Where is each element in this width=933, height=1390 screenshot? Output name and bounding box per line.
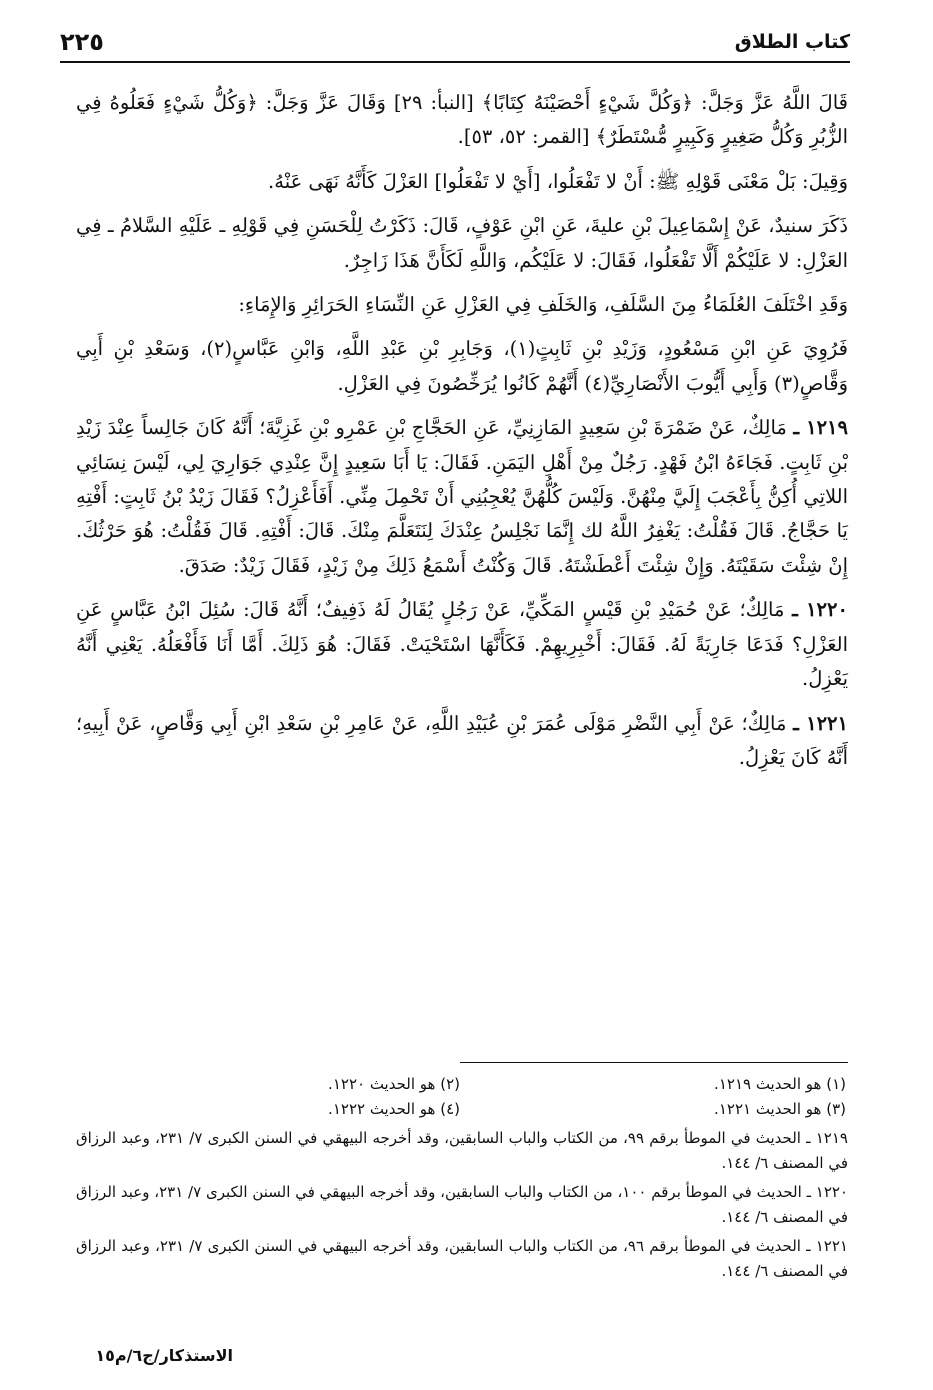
- footnote-ref: (٤) هو الحديث ١٢٢٢.: [328, 1100, 460, 1118]
- paragraph-text: مَالِكٌ؛ عَنْ أَبِي النَّضْرِ مَوْلَى عُمَرَ بْنِ عُبَيْدِ اللَّهِ، عَنْ عَامِرِ بْنِ سَعْدِ ابْنِ أَبِي وَقَّاصٍ، عَنْ أَبِيهِ؛ أَنَّهُ كَانَ يَعْزِلُ.: [76, 711, 848, 769]
- hadith-paragraph: [76, 593, 848, 696]
- footnote-note: ١٢٢٠ ـ الحديث في الموطأ برقم ١٠٠، من الكتاب والباب السابقين، وقد أخرجه البيهقي في السنن الكبرى ٧/ ٢٣١، وعبد الرزاق في المصنف ٦/ ١٤٤.: [76, 1183, 848, 1226]
- footnote-note: ١٢٢١ ـ الحديث في الموطأ برقم ٩٦، من الكتاب والباب السابقين، وقد أخرجه البيهقي في السنن الكبرى ٧/ ٢٣١، وعبد الرزاق في المصنف ٦/ ١٤٤.: [76, 1237, 848, 1280]
- paragraph: [76, 165, 848, 199]
- paragraph: [76, 332, 848, 401]
- paragraph-text: وَقِيلَ: بَلْ مَعْنَى قَوْلِهِ ﷺ: أَنْ لا تَفْعَلُوا، [أَيْ لا تَفْعَلُوا] العَزْلَ كَأَنَّهُ نَهَى عَنْهُ.: [268, 169, 848, 193]
- book-title: كتاب الطلاق: [734, 31, 850, 53]
- paragraph-text: ذَكَرَ سنيدٌ، عَنْ إِسْمَاعِيلَ بْنِ عليةَ، عَنِ ابْنِ عَوْفٍ، قَالَ: ذَكَرْتُ لِلْحَسَنِ فِي قَوْلِهِ ـ عَلَيْهِ السَّلامُ ـ فِي العَزْلِ: لا عَلَيْكُمْ أَلَّا تَفْعَلُوا، فَقَالَ: لا عَلَيْكُم، وَاللَّهِ لَكَأَنَّ هَذَا زَاجِرٌ.: [76, 214, 848, 272]
- paragraph: [76, 209, 848, 278]
- footnote-ref: (٣) هو الحديث ١٢٢١.: [714, 1100, 846, 1118]
- hadith-number: ١٢٢١ ـ: [793, 711, 848, 735]
- footnote-rule: [460, 1062, 848, 1063]
- footnote-note: ١٢١٩ ـ الحديث في الموطأ برقم ٩٩، من الكتاب والباب السابقين، وقد أخرجه البيهقي في السنن الكبرى ٧/ ٢٣١، وعبد الرزاق في المصنف ٦/ ١٤٤.: [76, 1129, 848, 1172]
- paragraph-text: مَالِكٌ، عَنْ ضَمْرَةَ بْنِ سَعِيدٍ المَازِنِيِّ، عَنِ الحَجَّاجِ بْنِ عَمْرِو بْنِ غَزِيَّةَ؛ أَنَّهُ كَانَ جَالِساً عِنْدَ زَيْدِ بْنِ ثَابِتٍ. فَجَاءَهُ ابْنُ فَهْدٍ. رَجُلٌ مِنْ أَهْلِ اليَمَنِ. فَقَالَ: يَا أَبَا سَعِيدٍ إِنَّ عِنْدِي جَوَارِيَ لِي، لَيْسَ نِسَائِي اللاتِي أُكِنُّ بِأَعْجَبَ إِلَيَّ مِنْهُنَّ. وَلَيْسَ كُلُّهُنَّ يُعْجِبُنِي أَنْ تَحْمِلَ مِنِّي. أَفَأَعْزِلُ؟ فَقَالَ زَيْدُ بْنُ ثَابِتٍ: أَفْتِهِ يَا حَجَّاجُ. قَالَ فَقُلْتُ: يَغْفِرُ اللَّهُ لك إِنَّمَا نَجْلِسُ عِنْدَكَ لِنَتَعَلَّمَ مِنْكَ. قَالَ: أَفْتِهِ. قَالَ فَقُلْتُ: هُوَ حَرْثُكَ. إِنْ شِئْتَ سَقَيْتَهُ. وَإِنْ شِئْتَ أَعْطَشْتَهُ. قَالَ وَكُنْتُ أَسْمَعُ ذَلِكَ مِنْ زَيْدٍ، فَقَالَ زَيْدٌ: صَدَقَ.: [76, 416, 848, 577]
- footnotes: [76, 1072, 848, 1284]
- paragraph: [76, 86, 848, 155]
- page-number: ٢٢٥: [60, 28, 104, 56]
- page-signature: الاستذكار/ج٦/م١٥: [95, 1346, 233, 1365]
- hadith-paragraph: [76, 707, 848, 776]
- paragraph-text: مَالِكٌ؛ عَنْ حُمَيْدِ بْنِ قَيْسٍ المَكِّيِّ، عَنْ رَجُلٍ يُقَالُ لَهُ ذَفِيفٌ؛ أَنَّهُ قَالَ: سُئِلَ ابْنُ عَبَّاسٍ عَنِ العَزْلِ؟ فَدَعَا جَارِيَةً لَهُ. فَقَالَ: أَخْبِرِيهِمْ. فَكَأَنَّهَا اسْتَحْيَتْ. فَقَالَ: هُوَ ذَلِكَ. أَمَّا أَنَا فَأَفْعَلُهُ. يَعْنِي أَنَّهُ يَعْزِلُ.: [76, 598, 848, 691]
- footnote-ref: (٢) هو الحديث ١٢٢٠.: [328, 1075, 460, 1093]
- page-header: [60, 24, 850, 60]
- paragraph-text: وَقَدِ اخْتَلَفَ العُلَمَاءُ مِنَ السَّلَفِ، وَالخَلَفِ فِي العَزْلِ عَنِ النِّسَاءِ الحَرَائِرِ وَالإِمَاءِ:: [238, 293, 848, 317]
- paragraph-text: قَالَ اللَّهُ عَزَّ وَجَلَّ: ﴿وَكُلَّ شَيْءٍ أَحْصَيْنَهُ كِتَابًا﴾ [النبأ: ٢٩] وَقَالَ عَزَّ وَجَلَّ: ﴿وَكُلُّ شَيْءٍ فَعَلُوهُ فِي الزُّبُرِ وَكُلُّ صَغِيرٍ وَكَبِيرٍ مُّسْتَطَرٌ﴾ [القمر: ٥٢، ٥٣].: [76, 91, 848, 149]
- footnote-ref: (١) هو الحديث ١٢١٩.: [714, 1075, 846, 1093]
- header-rule: [60, 61, 850, 63]
- paragraph: [76, 288, 848, 322]
- main-text: [76, 86, 848, 785]
- hadith-number: ١٢١٩ ـ: [793, 416, 849, 440]
- hadith-paragraph: [76, 411, 848, 583]
- footnote-refs: [76, 1072, 848, 1122]
- paragraph-text: فَرُوِيَ عَنِ ابْنِ مَسْعُودٍ، وَزَيْدِ بْنِ ثَابِتٍ(١)، وَجَابِرِ بْنِ عَبْدِ اللَّهِ، وَابْنِ عَبَّاسٍ(٢)، وَسَعْدِ بْنِ أَبِي وَقَّاصٍ(٣) وَأَبِي أَيُّوبَ الأَنْصَارِيِّ(٤) أَنَّهُمْ كَانُوا يُرَخِّصُونَ فِي العَزْلِ.: [76, 337, 848, 395]
- hadith-number: ١٢٢٠ ـ: [792, 598, 848, 622]
